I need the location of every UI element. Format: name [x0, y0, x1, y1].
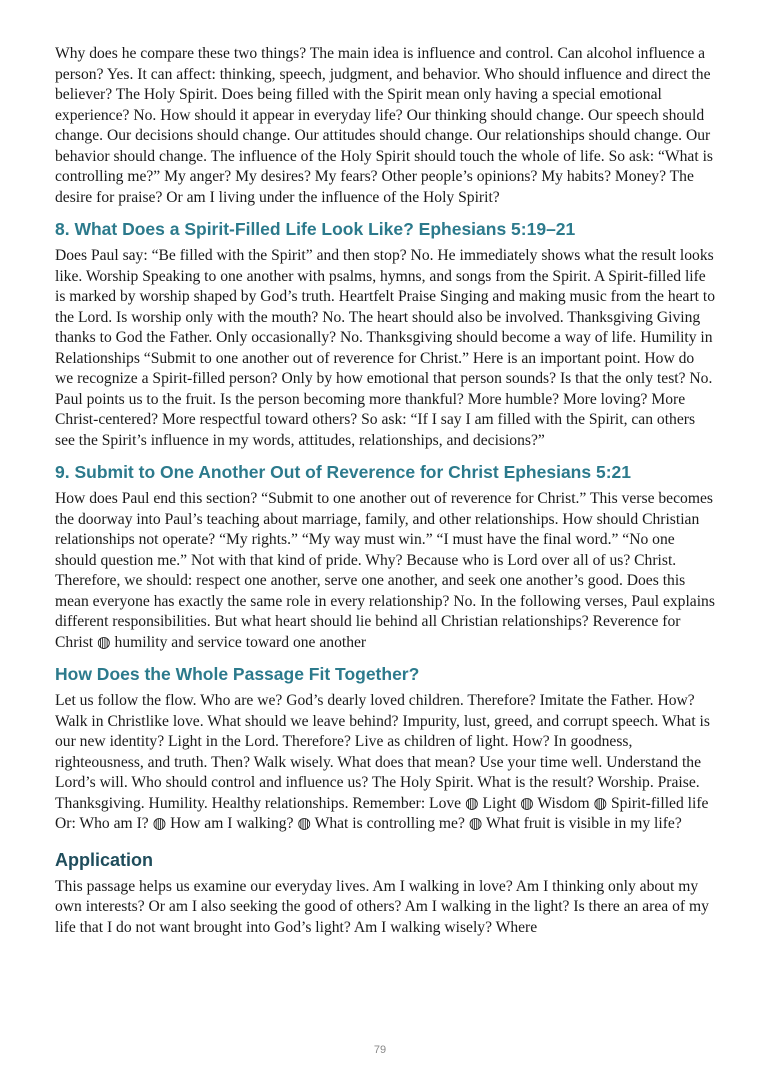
paragraph-submit-one-another: How does Paul end this section? “Submit to one another out of reverence for Christ.” This verse becomes the doorway into Paul’s teaching about marriage, family, and other relationships. How should Christian relationships not operate? “My rights.” “My way must win.” “I must have the final word.” “No one should question me.” Not with that kind of pride. Why? Because who is Lord over all of us? Christ. Therefore, we should: respect one another, serve one another, and seek one another’s good. Does this mean everyone has exactly the same role in every relationship? No. In the following verses, Paul explains different responsibilities. But what heart should lie behind all Christian relationships? Reverence for Christ ◍ humility and service toward one another [55, 490, 715, 651]
heading-submit-one-another: 9. Submit to One Another Out of Reverence for Christ Ephesians 5:21 [55, 462, 631, 482]
paragraph-influence: Why does he compare these two things? The main idea is influence and control. Can alcohol influence a person? Yes. It can affect: thinking, speech, judgment, and behavior. Who should influence and direct the believer? The Holy Spirit. Does being filled with the Spirit mean only having a special emotional experience? No. How should it appear in everyday life? Our thinking should change. Our speech should change. Our decisions should change. Our attitudes should change. Our relationships should change. Our behavior should change. The influence of the Holy Spirit should touch the whole of life. So ask: “What is controlling me?” My anger? My desires? My fears? Other people’s opinions? My habits? Money? The desire for praise? Or am I living under the influence of the Holy Spirit? [55, 45, 713, 206]
page-number: 79 [373, 1044, 387, 1056]
heading-whole-passage: How Does the Whole Passage Fit Together? [55, 664, 420, 684]
paragraph-application: This passage helps us examine our everyday lives. Am I walking in love? Am I thinking only about my own interests? Or am I also seeking the good of others? Am I walking in the light? Is there an area of my life that I do not want brought into God’s light? Am I walking wisely? Where [55, 877, 709, 936]
paragraph-whole-passage: Let us follow the flow. Who are we? God’s dearly loved children. Therefore? Imitate the Father. How? Walk in Christlike love. What should we leave behind? Impurity, lust, greed, and corrupt speech. What is our new identity? Light in the Lord. Therefore? Live as children of light. How? In goodness, righteousness, and truth. Then? Walk wisely. What does that mean? Use your time well. Understand the Lord’s will. Who should control and influence us? The Holy Spirit. What is the result? Worship. Praise. Thanksgiving. Humility. Healthy relationships. Remember: Love ◍ Light ◍ Wisdom ◍ Spirit-filled life Or: Who am I? ◍ How am I walking? ◍ What is controlling me? ◍ What fruit is visible in my life? [55, 692, 710, 832]
heading-application: Application [55, 849, 153, 870]
heading-spirit-filled-life: 8. What Does a Spirit-Filled Life Look Like? Ephesians 5:19–21 [55, 219, 576, 239]
paragraph-spirit-filled-life: Does Paul say: “Be filled with the Spirit” and then stop? No. He immediately shows what the result looks like. Worship Speaking to one another with psalms, hymns, and songs from the Spirit. A Spirit-filled life is marked by worship shaped by God’s truth. Heartfelt Praise Singing and making music from the heart to the Lord. Is worship only with the mouth? No. The heart should also be involved. Thanksgiving Giving thanks to God the Father. Only occasionally? No. Thanksgiving should become a way of life. Humility in Relationships “Submit to one another out of reverence for Christ.” Here is an important point. How do we recognize a Spirit-filled person? Only by how emotional that person sounds? Is that the only test? No. Paul points us to the fruit. Is the person becoming more thankful? More humble? More loving? More Christ-centered? More respectful toward others? So ask: “If I say I am filled with the Spirit, can others see the Spirit’s influence in my words, attitudes, relationships, and decisions?” [55, 247, 716, 449]
